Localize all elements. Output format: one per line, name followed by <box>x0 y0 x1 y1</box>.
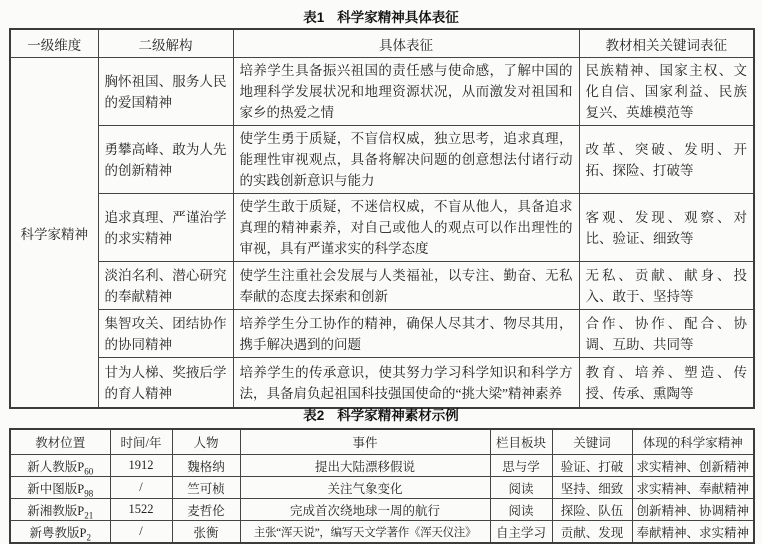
table2-header-person: 人物 <box>172 429 240 455</box>
table-row <box>10 262 754 310</box>
cell-spirit: 追求真理、严谨治学的求实精神 <box>98 194 233 262</box>
cell-person: 魏格纳 <box>172 455 240 477</box>
table2-header-location: 教材位置 <box>10 429 110 455</box>
location-text: 新湘教版P <box>27 503 85 518</box>
cell-spirit: 求实精神、创新精神 <box>632 455 754 477</box>
cell-spirit: 淡泊名利、潜心研究的奉献精神 <box>98 262 233 310</box>
cell-keywords: 贡献、发现 <box>552 521 632 544</box>
table2-caption <box>0 404 762 424</box>
table1-spirit-representations <box>9 28 755 409</box>
table2-material-examples <box>9 428 755 544</box>
cell-event: 提出大陆漂移假说 <box>240 455 490 477</box>
table1-header-row <box>10 29 754 58</box>
table-row <box>10 455 754 477</box>
table2-header-year: 时间/年 <box>110 429 172 455</box>
cell-spirit: 创新精神、协调精神 <box>632 499 754 521</box>
cell-location <box>10 455 110 477</box>
cell-section: 阅读 <box>490 477 552 499</box>
cell-description: 使学生敢于质疑，不迷信权威，不盲从他人，具备追求真理的精神素养，对自己或他人的观点可以作出理性的审视，具有严谨求实的科学态度 <box>233 194 579 262</box>
cell-description: 使学生注重社会发展与人类福祉，以专注、勤奋、无私奉献的态度去探索和创新 <box>233 262 579 310</box>
table-row <box>10 499 754 521</box>
cell-location <box>10 499 110 521</box>
table-row <box>10 358 754 409</box>
cell-description: 培养学生的传承意识，使其努力学习科学知识和科学方法，具备肩负起祖国科技强国使命的“挑大梁”精神素养 <box>233 358 579 409</box>
cell-event: 关注气象变化 <box>240 477 490 499</box>
table1-header-dimension: 一级维度 <box>10 29 98 58</box>
cell-spirit: 求实精神、奉献精神 <box>632 477 754 499</box>
table-row <box>10 521 754 544</box>
cell-year: 1522 <box>110 499 172 521</box>
table2-title: 科学家精神素材示例 <box>337 408 459 423</box>
cell-keywords: 探险、队伍 <box>552 499 632 521</box>
table2-header-spirit: 体现的科学家精神 <box>632 429 754 455</box>
table-row <box>10 126 754 194</box>
cell-section: 阅读 <box>490 499 552 521</box>
table1-header-keywords: 教材相关关键词表征 <box>579 29 754 58</box>
table2-header-keywords: 关键词 <box>552 429 632 455</box>
cell-spirit: 奉献精神、求实精神 <box>632 521 754 544</box>
table1-caption <box>0 6 762 26</box>
cell-dimension: 科学家精神 <box>10 58 98 409</box>
cell-keywords: 教育、培养、塑造、传授、传承、熏陶等 <box>579 358 754 409</box>
cell-spirit: 甘为人梯、奖掖后学的育人精神 <box>98 358 233 409</box>
location-page-sub: 98 <box>84 488 94 498</box>
cell-keywords: 民族精神、国家主权、文化自信、国家利益、民族复兴、英雄模范等 <box>579 58 754 126</box>
cell-year: / <box>110 477 172 499</box>
cell-section: 自主学习 <box>490 521 552 544</box>
cell-person: 张衡 <box>172 521 240 544</box>
table1-title: 科学家精神具体表征 <box>337 10 459 25</box>
table2-header-event: 事件 <box>240 429 490 455</box>
cell-description: 使学生勇于质疑，不盲信权威，独立思考，追求真理，能理性审视观点，具备将解决问题的创意想法付诸行动的实践创新意识与能力 <box>233 126 579 194</box>
table-row <box>10 477 754 499</box>
location-text: 新人教版P <box>27 459 85 474</box>
cell-event: 完成首次绕地球一周的航行 <box>240 499 490 521</box>
cell-keywords: 合作、协作、配合、协调、互助、共同等 <box>579 310 754 358</box>
cell-event: 主张“浑天说”，编写天文学著作《浑天仪注》 <box>240 521 490 544</box>
cell-keywords: 改革、突破、发明、开拓、探险、打破等 <box>579 126 754 194</box>
cell-description: 培养学生具备振兴祖国的责任感与使命感，了解中国的地理科学发展状况和地理资源状况，从而激发对祖国和家乡的热爱之情 <box>233 58 579 126</box>
table2-header-section: 栏目板块 <box>490 429 552 455</box>
cell-year: / <box>110 521 172 544</box>
table-row <box>10 310 754 358</box>
table1-header-representation: 具体表征 <box>233 29 579 58</box>
table1-header-deconstruction: 二级解构 <box>98 29 233 58</box>
cell-section: 思与学 <box>490 455 552 477</box>
cell-location <box>10 477 110 499</box>
cell-keywords: 验证、打破 <box>552 455 632 477</box>
table-row <box>10 58 754 126</box>
cell-description: 培养学生分工协作的精神，确保人尽其才、物尽其用，携手解决遇到的问题 <box>233 310 579 358</box>
cell-person: 麦哲伦 <box>172 499 240 521</box>
cell-keywords: 坚持、细致 <box>552 477 632 499</box>
location-page-sub: 21 <box>84 510 94 520</box>
table1-label: 表1 <box>303 10 325 25</box>
table2-label: 表2 <box>303 408 325 423</box>
location-text: 新中图版P <box>27 481 85 496</box>
cell-keywords: 客观、发现、观察、对比、验证、细致等 <box>579 194 754 262</box>
cell-spirit: 集智攻关、团结协作的协同精神 <box>98 310 233 358</box>
cell-person: 竺可桢 <box>172 477 240 499</box>
table2-header-row <box>10 429 754 455</box>
location-text: 新粤教版P <box>29 525 87 540</box>
cell-spirit: 胸怀祖国、服务人民的爱国精神 <box>98 58 233 126</box>
location-page-sub: 60 <box>84 466 94 476</box>
table-row <box>10 194 754 262</box>
cell-keywords: 无私、贡献、献身、投入、敢于、坚持等 <box>579 262 754 310</box>
cell-spirit: 勇攀高峰、敢为人先的创新精神 <box>98 126 233 194</box>
cell-year: 1912 <box>110 455 172 477</box>
cell-location <box>10 521 110 544</box>
location-page-sub: 2 <box>86 532 91 542</box>
